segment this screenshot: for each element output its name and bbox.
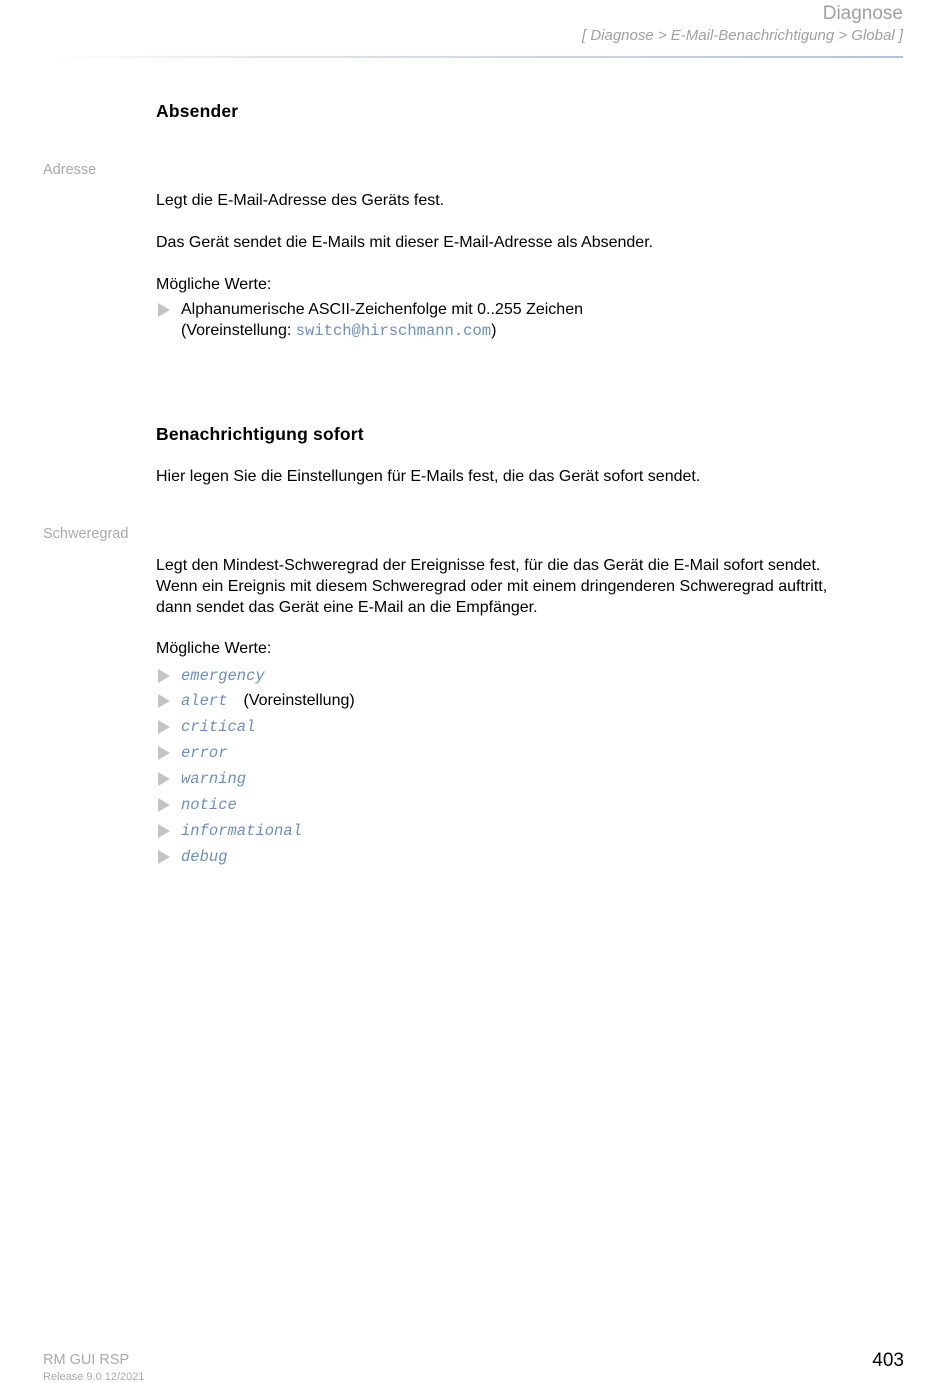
severity-default-note: (Voreinstellung) — [243, 692, 355, 709]
sofort-intro: Hier legen Sie die Einstellungen für E-Mails fest, die das Gerät sofort sendet. — [156, 468, 701, 485]
bullet-triangle-icon — [158, 850, 170, 864]
list-item — [156, 665, 896, 687]
field-label-schweregrad: Schweregrad — [43, 526, 129, 542]
schweregrad-values-title: Mögliche Werte: — [156, 640, 272, 657]
footer-release: Release 9.0 12/2021 — [43, 1371, 145, 1383]
bullet-triangle-icon — [158, 824, 170, 838]
severity-value: alert — [181, 692, 228, 710]
header-divider — [52, 56, 903, 58]
adresse-default-suffix: ) — [491, 322, 497, 339]
list-item — [156, 768, 896, 790]
list-item — [156, 794, 896, 816]
bullet-triangle-icon — [158, 772, 170, 786]
severity-value: notice — [181, 796, 237, 814]
list-item — [156, 742, 896, 764]
page-header-title: Diagnose — [822, 3, 903, 24]
adresse-values-title: Mögliche Werte: — [156, 276, 272, 293]
list-item — [156, 716, 896, 738]
adresse-default-value: switch@hirschmann.com — [295, 322, 492, 340]
bullet-triangle-icon — [158, 669, 170, 683]
schweregrad-desc-line-2: Wenn ein Ereignis mit diesem Schweregrad oder mit einem dringenderen Schweregrad auftritt, — [156, 578, 828, 595]
severity-value: warning — [181, 770, 247, 788]
adresse-default-prefix: (Voreinstellung: — [181, 322, 296, 339]
adresse-description-2: Das Gerät sendet die E-Mails mit dieser E-Mail-Adresse als Absender. — [156, 234, 654, 251]
bullet-triangle-icon — [158, 303, 170, 317]
schweregrad-description — [156, 555, 896, 618]
footer-doc-name: RM GUI RSP — [43, 1352, 130, 1368]
severity-value: critical — [181, 718, 256, 736]
severity-value: debug — [181, 848, 228, 866]
bullet-triangle-icon — [158, 746, 170, 760]
page-number: 403 — [872, 1350, 904, 1371]
adresse-value-item — [156, 299, 896, 342]
schweregrad-desc-line-3: dann sendet das Gerät eine E-Mail an die Empfänger. — [156, 599, 538, 616]
list-item — [156, 846, 896, 868]
adresse-description-1: Legt die E-Mail-Adresse des Geräts fest. — [156, 192, 445, 209]
breadcrumb: [ Diagnose > E-Mail-Benachrichtigung > Global ] — [581, 27, 903, 44]
list-item — [156, 820, 896, 842]
section-heading-sofort: Benachrichtigung sofort — [156, 424, 364, 444]
bullet-triangle-icon — [158, 694, 170, 708]
severity-value: error — [181, 744, 228, 762]
severity-value: emergency — [181, 667, 265, 685]
bullet-triangle-icon — [158, 798, 170, 812]
schweregrad-desc-line-1: Legt den Mindest-Schweregrad der Ereignisse fest, für die das Gerät die E-Mail sofort sendet. — [156, 557, 821, 574]
field-label-adresse: Adresse — [43, 162, 97, 178]
severity-value: informational — [181, 822, 302, 840]
bullet-triangle-icon — [158, 720, 170, 734]
list-item — [156, 690, 896, 712]
adresse-value-text: Alphanumerische ASCII-Zeichenfolge mit 0..255 Zeichen — [181, 301, 583, 318]
section-heading-absender: Absender — [156, 101, 239, 121]
